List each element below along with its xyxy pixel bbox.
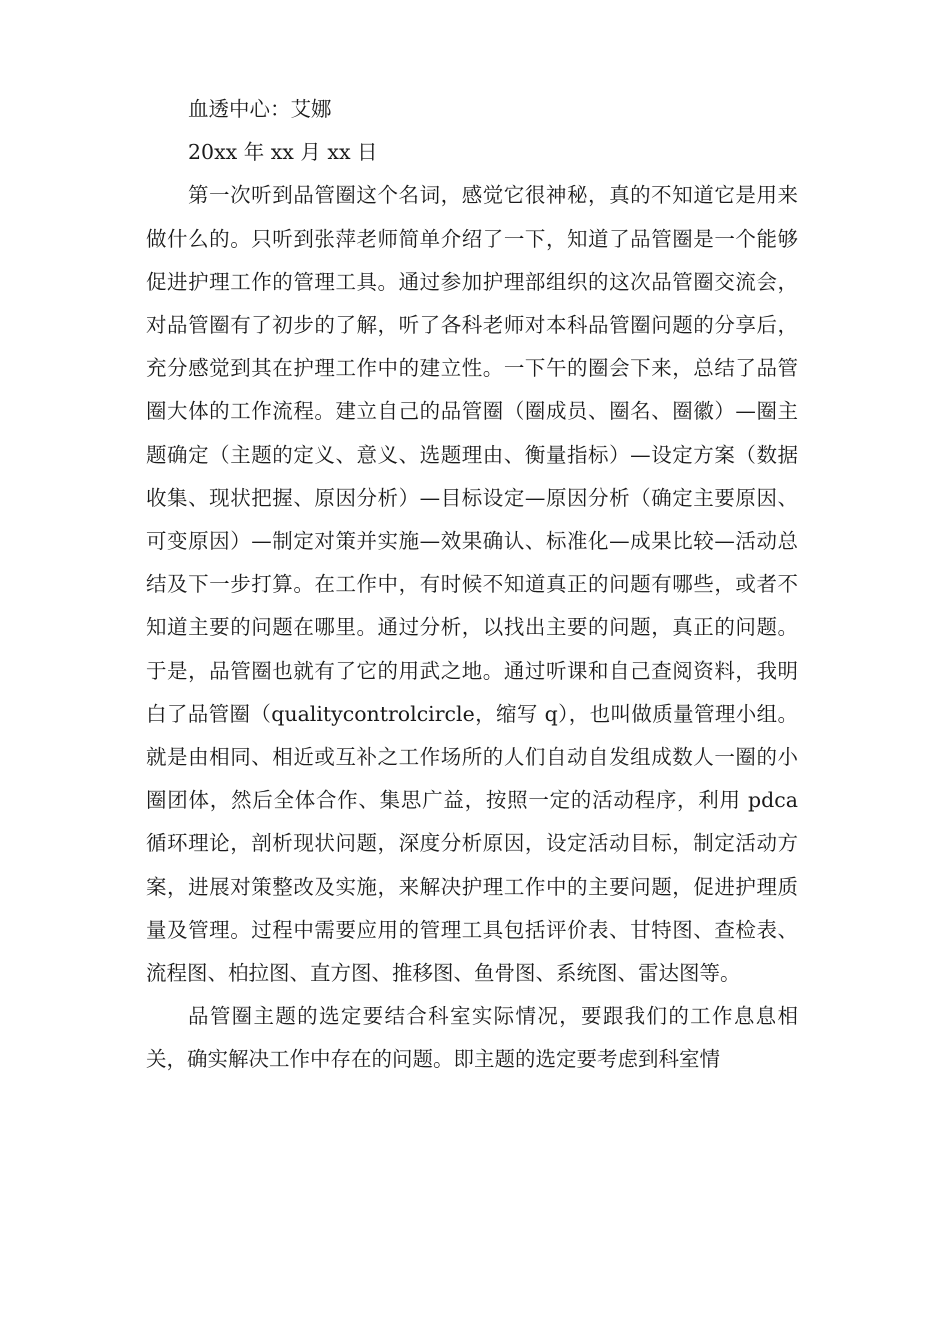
body-paragraph-1: 第一次听到品管圈这个名词，感觉它很神秘，真的不知道它是用来做什么的。只听到张萍老师简单介绍了一下，知道了品管圈是一个能够促进护理工作的管理工具。通过参加护理部组织的这次品管圈交流会，对品管圈有了初步的了解，听了各科老师对本科品管圈问题的分享后，充分感觉到其在护理工作中的建立性。一下午的圈会下来，总结了品管圈大体的工作流程。建立自己的品管圈（圈成员、圈名、圈徽）—圈主题确定（主题的定义、意义、选题理由、衡量指标）—设定方案（数据收集、现状把握、原因分析）—目标设定—原因分析（确定主要原因、可变原因）—制定对策并实施—效果确认、标准化—成果比较—活动总结及下一步打算。在工作中，有时候不知道真正的问题有哪些，或者不知道主要的问题在哪里。通过分析，以找出主要的问题，真正的问题。于是，品管圈也就有了它的用武之地。通过听课和自己查阅资料，我明白了品管圈（qualitycontrolcircle，缩写 q），也叫做质量管理小组。就是由相同、相近或互补之工作场所的人们自动自发组成数人一圈的小圈团体，然后全体合作、集思广益，按照一定的活动程序，利用 pdca 循环理论，剖析现状问题，深度分析原因，设定活动目标，制定活动方案，进展对策整改及实施，来解决护理工作中的主要问题，促进护理质量及管理。过程中需要应用的管理工具包括评价表、甘特图、查检表、流程图、柏拉图、直方图、推移图、鱼骨图、系统图、雷达图等。	[146, 183, 798, 986]
author-line: 血透中心：艾娜	[188, 97, 332, 121]
document-body	[146, 88, 798, 1082]
body-paragraph-2: 品管圈主题的选定要结合科室实际情况，要跟我们的工作息息相关，确实解决工作中存在的问题。即主题的选定要考虑到科室情	[146, 1004, 798, 1072]
date-line: 20xx 年 xx 月 xx 日	[188, 140, 378, 165]
